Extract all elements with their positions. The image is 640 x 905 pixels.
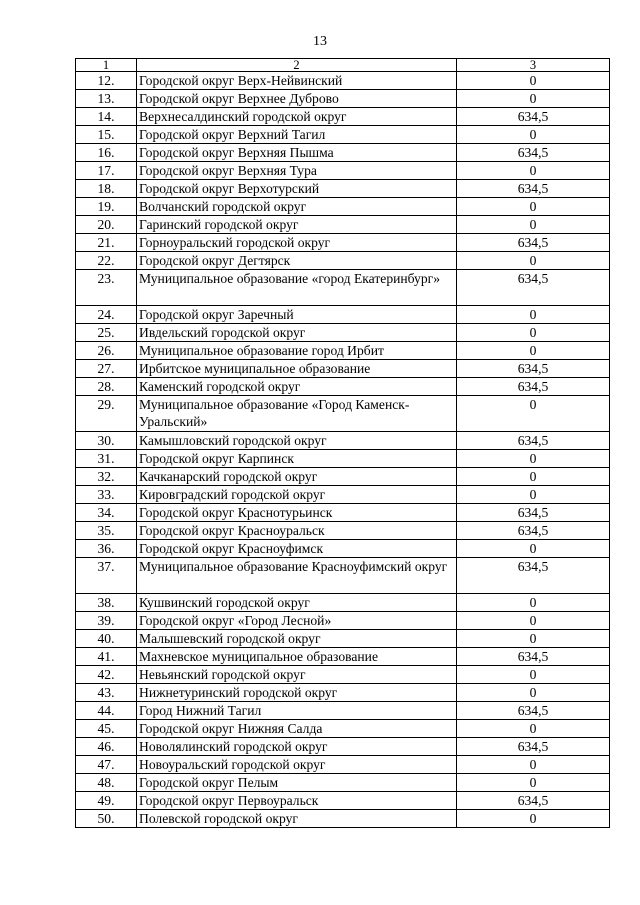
table-row — [76, 72, 610, 90]
row-name: Каменский городской округ — [137, 378, 457, 396]
row-value: 0 — [457, 684, 610, 702]
row-number: 37. — [76, 558, 137, 594]
row-number: 43. — [76, 684, 137, 702]
row-value: 634,5 — [457, 792, 610, 810]
row-value: 634,5 — [457, 504, 610, 522]
row-number: 22. — [76, 252, 137, 270]
table-row — [76, 198, 610, 216]
table-row — [76, 396, 610, 432]
row-number: 44. — [76, 702, 137, 720]
row-name: Гаринский городской округ — [137, 216, 457, 234]
table-row — [76, 792, 610, 810]
row-value: 0 — [457, 72, 610, 90]
row-value: 634,5 — [457, 648, 610, 666]
row-value: 0 — [457, 720, 610, 738]
table-row — [76, 738, 610, 756]
row-value: 0 — [457, 666, 610, 684]
row-value: 634,5 — [457, 270, 610, 306]
table-row — [76, 342, 610, 360]
row-number: 13. — [76, 90, 137, 108]
row-number: 45. — [76, 720, 137, 738]
data-table — [75, 58, 610, 828]
table-row — [76, 252, 610, 270]
row-number: 46. — [76, 738, 137, 756]
table-row — [76, 594, 610, 612]
row-number: 35. — [76, 522, 137, 540]
header-col-1: 1 — [76, 59, 137, 72]
row-value: 0 — [457, 342, 610, 360]
row-value: 634,5 — [457, 522, 610, 540]
row-number: 28. — [76, 378, 137, 396]
row-number: 50. — [76, 810, 137, 828]
row-name: Кировградский городской округ — [137, 486, 457, 504]
table-row — [76, 702, 610, 720]
row-name: Ивдельский городской округ — [137, 324, 457, 342]
row-name: Городской округ Верхний Тагил — [137, 126, 457, 144]
row-number: 42. — [76, 666, 137, 684]
row-value: 0 — [457, 126, 610, 144]
row-number: 27. — [76, 360, 137, 378]
row-value: 0 — [457, 90, 610, 108]
header-col-3: 3 — [457, 59, 610, 72]
table-row — [76, 324, 610, 342]
table-row — [76, 306, 610, 324]
row-value: 634,5 — [457, 180, 610, 198]
row-name: Муниципальное образование «город Екатеринбург» — [137, 270, 457, 306]
table-row — [76, 180, 610, 198]
row-number: 26. — [76, 342, 137, 360]
row-value: 634,5 — [457, 108, 610, 126]
table-row — [76, 90, 610, 108]
row-name: Городской округ Заречный — [137, 306, 457, 324]
row-name: Городской округ Пелым — [137, 774, 457, 792]
table-row — [76, 612, 610, 630]
table-row — [76, 486, 610, 504]
row-number: 47. — [76, 756, 137, 774]
row-value: 634,5 — [457, 738, 610, 756]
row-number: 36. — [76, 540, 137, 558]
row-value: 634,5 — [457, 360, 610, 378]
row-name: Городской округ Красноуральск — [137, 522, 457, 540]
table-body — [76, 59, 610, 828]
row-value: 0 — [457, 756, 610, 774]
table-row — [76, 270, 610, 306]
table-row — [76, 450, 610, 468]
table-row — [76, 774, 610, 792]
table-row — [76, 108, 610, 126]
table-row — [76, 432, 610, 450]
row-value: 0 — [457, 252, 610, 270]
table-row — [76, 504, 610, 522]
row-number: 17. — [76, 162, 137, 180]
table-row — [76, 162, 610, 180]
row-name: Малышевский городской округ — [137, 630, 457, 648]
row-name: Городской округ Верхняя Пышма — [137, 144, 457, 162]
row-name: Верхнесалдинский городской округ — [137, 108, 457, 126]
row-name: Новоуральский городской округ — [137, 756, 457, 774]
row-number: 15. — [76, 126, 137, 144]
table-header-row — [76, 59, 610, 72]
row-value: 634,5 — [457, 702, 610, 720]
row-number: 38. — [76, 594, 137, 612]
row-number: 14. — [76, 108, 137, 126]
table-row — [76, 126, 610, 144]
page-number: 13 — [313, 34, 327, 49]
row-value: 0 — [457, 810, 610, 828]
row-number: 23. — [76, 270, 137, 306]
row-value: 634,5 — [457, 144, 610, 162]
row-number: 40. — [76, 630, 137, 648]
row-value: 0 — [457, 594, 610, 612]
table-row — [76, 144, 610, 162]
row-name: Городской округ «Город Лесной» — [137, 612, 457, 630]
row-value: 0 — [457, 216, 610, 234]
table-row — [76, 360, 610, 378]
row-value: 634,5 — [457, 234, 610, 252]
row-name: Махневское муниципальное образование — [137, 648, 457, 666]
row-number: 29. — [76, 396, 137, 432]
row-value: 0 — [457, 324, 610, 342]
row-name: Кушвинский городской округ — [137, 594, 457, 612]
row-number: 34. — [76, 504, 137, 522]
row-name: Волчанский городской округ — [137, 198, 457, 216]
row-number: 12. — [76, 72, 137, 90]
table-row — [76, 558, 610, 594]
row-number: 31. — [76, 450, 137, 468]
row-name: Городской округ Верхотурский — [137, 180, 457, 198]
row-name: Нижнетуринский городской округ — [137, 684, 457, 702]
row-name: Городской округ Верх-Нейвинский — [137, 72, 457, 90]
row-name: Муниципальное образование город Ирбит — [137, 342, 457, 360]
row-name: Качканарский городской округ — [137, 468, 457, 486]
row-name: Горноуральский городской округ — [137, 234, 457, 252]
table-row — [76, 648, 610, 666]
row-name: Городской округ Первоуральск — [137, 792, 457, 810]
table-row — [76, 540, 610, 558]
row-name: Полевской городской округ — [137, 810, 457, 828]
row-number: 32. — [76, 468, 137, 486]
table-row — [76, 684, 610, 702]
row-name: Ирбитское муниципальное образование — [137, 360, 457, 378]
row-value: 0 — [457, 450, 610, 468]
row-name: Камышловский городской округ — [137, 432, 457, 450]
row-name: Городской округ Верхнее Дуброво — [137, 90, 457, 108]
row-number: 49. — [76, 792, 137, 810]
row-value: 634,5 — [457, 432, 610, 450]
table-row — [76, 666, 610, 684]
table-row — [76, 630, 610, 648]
row-value: 0 — [457, 468, 610, 486]
row-value: 0 — [457, 162, 610, 180]
row-value: 0 — [457, 612, 610, 630]
table-row — [76, 234, 610, 252]
table-row — [76, 216, 610, 234]
row-value: 0 — [457, 486, 610, 504]
table-row — [76, 810, 610, 828]
row-value: 0 — [457, 774, 610, 792]
row-number: 18. — [76, 180, 137, 198]
table-row — [76, 756, 610, 774]
row-name: Городской округ Карпинск — [137, 450, 457, 468]
row-name: Город Нижний Тагил — [137, 702, 457, 720]
row-number: 30. — [76, 432, 137, 450]
row-value: 0 — [457, 396, 610, 432]
row-number: 25. — [76, 324, 137, 342]
row-number: 16. — [76, 144, 137, 162]
row-value: 634,5 — [457, 378, 610, 396]
row-number: 21. — [76, 234, 137, 252]
row-value: 0 — [457, 630, 610, 648]
table-row — [76, 720, 610, 738]
row-name: Муниципальное образование Красноуфимский округ — [137, 558, 457, 594]
row-value: 0 — [457, 198, 610, 216]
row-value: 0 — [457, 306, 610, 324]
table-row — [76, 522, 610, 540]
row-name: Городской округ Красноуфимск — [137, 540, 457, 558]
row-number: 19. — [76, 198, 137, 216]
row-number: 41. — [76, 648, 137, 666]
row-name: Муниципальное образование «Город Каменск-Уральский» — [137, 396, 457, 432]
table-row — [76, 378, 610, 396]
header-col-2: 2 — [137, 59, 457, 72]
row-number: 39. — [76, 612, 137, 630]
row-name: Городской округ Дегтярск — [137, 252, 457, 270]
row-number: 20. — [76, 216, 137, 234]
row-name: Новолялинский городской округ — [137, 738, 457, 756]
row-name: Городской округ Верхняя Тура — [137, 162, 457, 180]
row-name: Невьянский городской округ — [137, 666, 457, 684]
table-row — [76, 468, 610, 486]
row-number: 24. — [76, 306, 137, 324]
row-value: 634,5 — [457, 558, 610, 594]
row-name: Городской округ Нижняя Салда — [137, 720, 457, 738]
row-value: 0 — [457, 540, 610, 558]
row-number: 33. — [76, 486, 137, 504]
row-name: Городской округ Краснотурьинск — [137, 504, 457, 522]
row-number: 48. — [76, 774, 137, 792]
